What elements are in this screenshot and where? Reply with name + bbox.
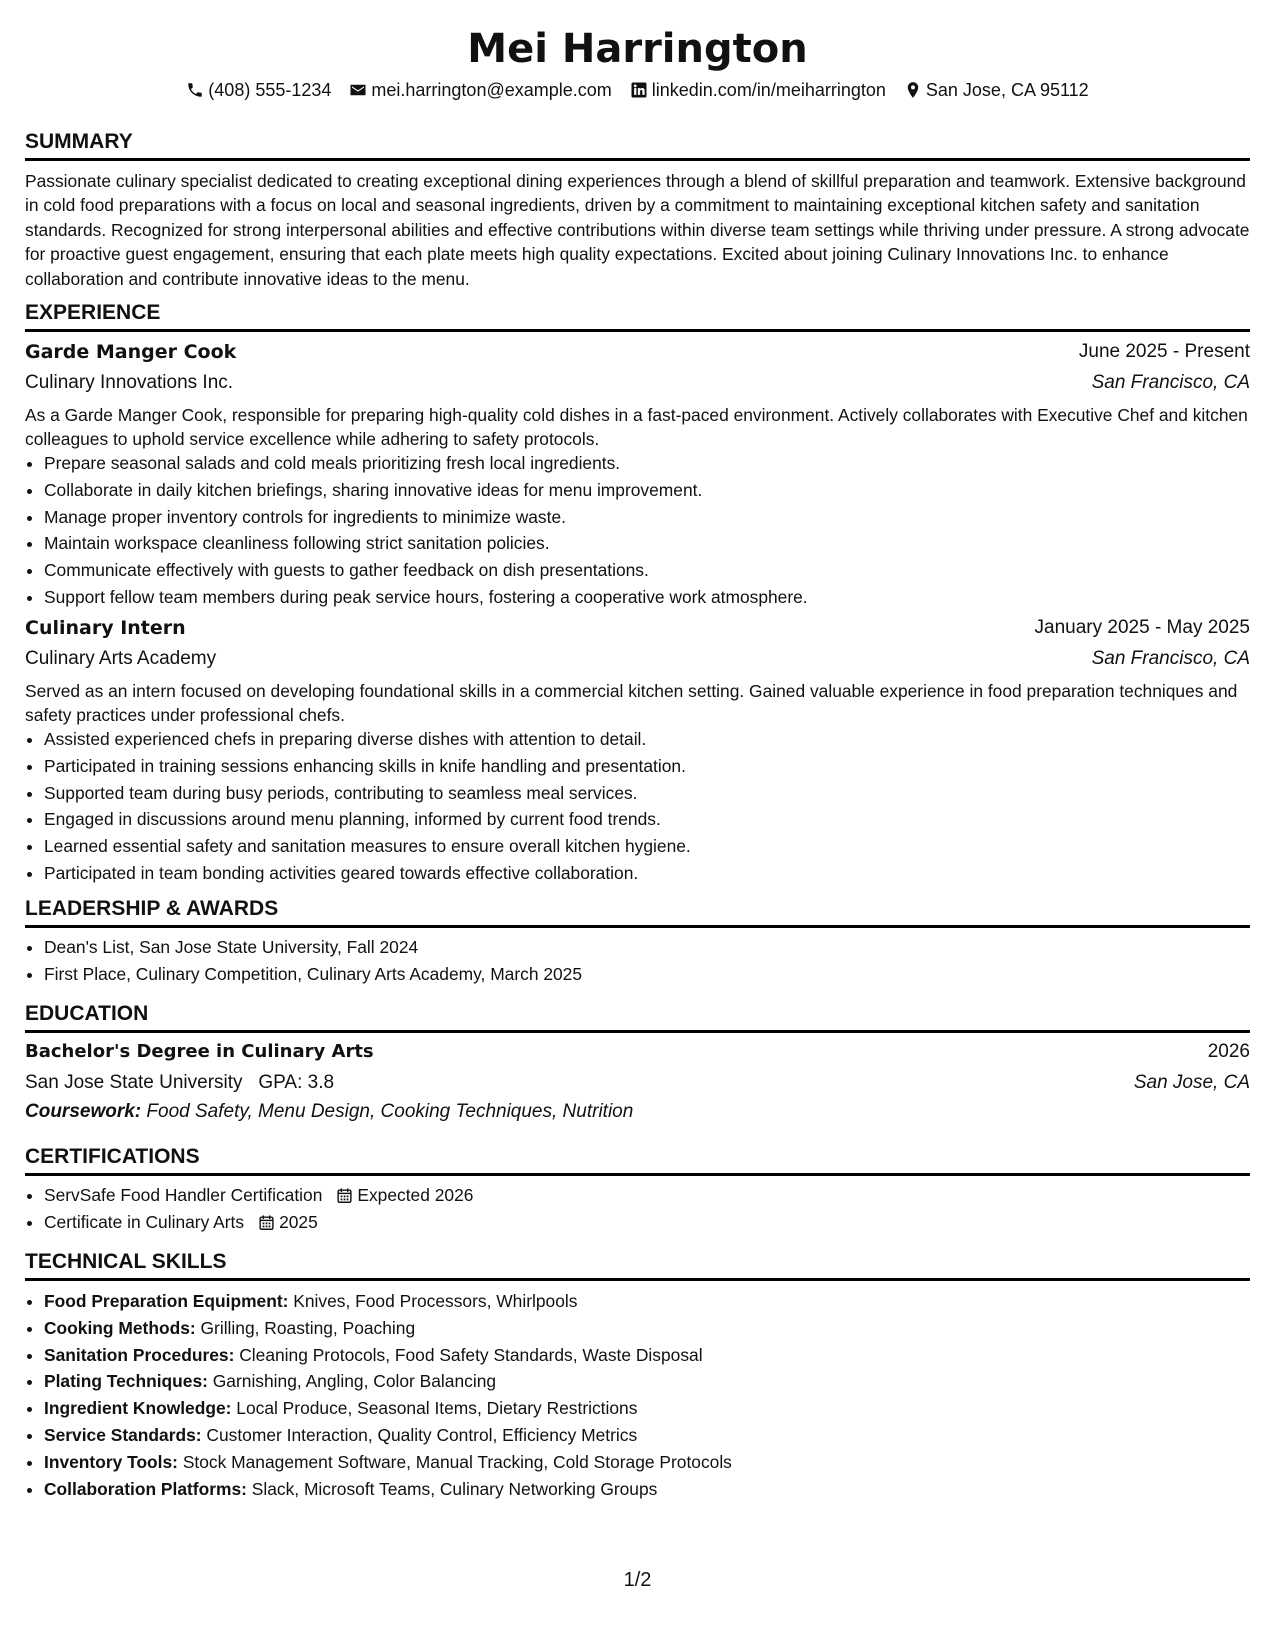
list-item: • Communicate effectively with guests to gather feedback on dish presentations. [44,557,1269,584]
job-company: Culinary Arts Academy [25,648,217,669]
email-text[interactable]: mei.harrington@example.com [371,80,612,100]
list-item: • First Place, Culinary Competition, Culinary Arts Academy, March 2025 [44,961,1269,988]
leadership-heading: LEADERSHIP & AWARDS [25,896,1250,928]
leadership-list [25,934,1269,988]
skill-value: Local Produce, Seasonal Items, Dietary Restrictions [236,1398,638,1419]
skill-value: Garnishing, Angling, Color Balancing [212,1371,497,1392]
job-1-header [25,339,1250,365]
list-item: • Support fellow team members during peak service hours, fostering a cooperative work atmosphere. [44,584,1269,611]
contact-bar [25,78,1250,102]
cert-date [336,1182,473,1209]
coursework-label: Coursework: [25,1101,142,1122]
list-item: • Participated in team bonding activities geared towards effective collaboration. [44,860,1269,887]
degree-title: Bachelor's Degree in Culinary Arts [25,1041,374,1062]
location-text: San Jose, CA 95112 [925,80,1089,100]
job-location: San Francisco, CA [1091,648,1250,669]
list-item: • Dean's List, San Jose State University, Fall 2024 [44,934,1269,961]
cert-date [258,1209,318,1236]
skill-label: Food Preparation Equipment: [44,1291,289,1311]
cert-date-text: 2025 [279,1211,318,1232]
contact-email[interactable] [349,78,611,102]
list-item [44,1342,1269,1369]
education-header [25,1039,1250,1065]
list-item [44,1368,1269,1395]
list-item: • Maintain workspace cleanliness following strict sanitation policies. [44,530,1269,557]
list-item [44,1209,1269,1236]
list-item [44,1449,1269,1476]
calendar-icon [336,1187,353,1204]
job-dates: January 2025 - May 2025 [1034,617,1250,638]
skill-label: Service Standards: [44,1424,202,1445]
list-item [44,1182,1269,1209]
job-dates: June 2025 - Present [1078,341,1250,362]
job-location: San Francisco, CA [1091,372,1250,393]
certifications-list [25,1182,1269,1236]
skill-label: Ingredient Knowledge: [44,1398,232,1419]
linkedin-text[interactable]: linkedin.com/in/meiharrington [651,80,886,100]
linkedin-icon [630,81,648,99]
list-item: • Engaged in discussions around menu planning, informed by current food trends. [44,806,1269,833]
skill-label: Sanitation Procedures: [44,1344,235,1365]
list-item: • Supported team during busy periods, contributing to seamless meal services. [44,780,1269,807]
list-item [44,1288,1269,1315]
list-item: • Prepare seasonal salads and cold meals prioritizing fresh local ingredients. [44,450,1269,477]
job-bullets [25,450,1269,611]
school-name: San Jose State University [25,1072,243,1093]
skill-label: Cooking Methods: [44,1317,196,1338]
certifications-heading: CERTIFICATIONS [25,1144,1250,1176]
list-item: • Assisted experienced chefs in preparing diverse dishes with attention to detail. [44,726,1269,753]
school-location: San Jose, CA [1133,1072,1250,1093]
skills-list [25,1288,1269,1502]
education-heading: EDUCATION [25,1001,1250,1033]
list-item: • Learned essential safety and sanitation measures to ensure overall kitchen hygiene. [44,833,1269,860]
list-item [44,1476,1269,1503]
cert-date-text: Expected 2026 [357,1185,474,1205]
job-title: Culinary Intern [25,617,186,639]
envelope-icon [349,81,367,99]
job-1-subheader [25,370,1250,396]
summary-text: Passionate culinary specialist dedicated to creating exceptional dining experiences through a blend of skillful preparation and teamwork. Extensive background in cold food preparations with a focus on local and seasonal ingredients, driven by a commitment to maintaining exceptional kitchen safety and sanitation standards. Recognized for strong interpersonal abilities and effective contributions within diverse team settings while thriving under pressure. A strong advocate for proactive guest engagement, ensuring that each plate meets high quality expectations. Excited about joining Culinary Innovations Inc. to enhance collaboration and contribute innovative ideas to the menu. [25,171,1250,289]
job-bullets [25,726,1269,887]
skill-value: Grilling, Roasting, Poaching [200,1317,416,1338]
list-item: • Collaborate in daily kitchen briefings, sharing innovative ideas for menu improvement. [44,477,1269,504]
contact-phone [186,78,331,102]
education-subheader [25,1070,1250,1096]
skill-value: Stock Management Software, Manual Tracking, Cold Storage Protocols [182,1451,732,1472]
map-pin-icon [904,81,922,99]
job-company: Culinary Innovations Inc. [25,372,234,393]
calendar-icon [258,1214,275,1231]
phone-icon [186,81,204,99]
job-description: Served as an intern focused on developing foundational skills in a commercial kitchen setting. Gained valuable experience in food preparation techniques and safety practices under professional chefs. [25,681,1238,726]
skill-label: Inventory Tools: [44,1451,178,1472]
candidate-name: Mei Harrington [467,26,808,72]
contact-linkedin[interactable] [630,78,886,102]
page-number: 1/2 [623,1569,652,1591]
list-item [44,1422,1269,1449]
job-description: As a Garde Manger Cook, responsible for preparing high-quality cold dishes in a fast-paced environment. Actively collaborates with Executive Chef and kitchen colleagues to uphold service excellence while adhering to safety protocols. [25,405,1248,450]
summary-heading: SUMMARY [25,129,1250,161]
graduation-year: 2026 [1207,1041,1250,1062]
list-item [44,1395,1269,1422]
skill-value: Cleaning Protocols, Food Safety Standards, Waste Disposal [239,1344,703,1365]
cert-name: • ServSafe Food Handler Certification [44,1185,323,1205]
skill-label: Collaboration Platforms: [44,1478,247,1499]
cert-name: • Certificate in Culinary Arts [44,1211,245,1232]
job-2-header [25,615,1250,641]
coursework [25,1099,1250,1125]
phone-text: (408) 555-1234 [208,80,332,100]
skill-value: Knives, Food Processors, Whirlpools [293,1291,578,1311]
school-info [25,1070,334,1096]
list-item [44,1315,1269,1342]
coursework-text: Food Safety, Menu Design, Cooking Techniques, Nutrition [146,1101,634,1122]
job-2-subheader [25,646,1250,672]
skill-value: Slack, Microsoft Teams, Culinary Networking Groups [251,1478,658,1499]
gpa: GPA: 3.8 [258,1072,335,1093]
list-item: • Manage proper inventory controls for ingredients to minimize waste. [44,504,1269,531]
skill-label: Plating Techniques: [44,1371,208,1392]
experience-heading: EXPERIENCE [25,300,1250,332]
contact-location [904,78,1089,102]
job-title: Garde Manger Cook [25,341,237,363]
list-item: • Participated in training sessions enhancing skills in knife handling and presentation. [44,753,1269,780]
skill-value: Customer Interaction, Quality Control, Efficiency Metrics [206,1424,638,1445]
skills-heading: TECHNICAL SKILLS [25,1249,1250,1281]
